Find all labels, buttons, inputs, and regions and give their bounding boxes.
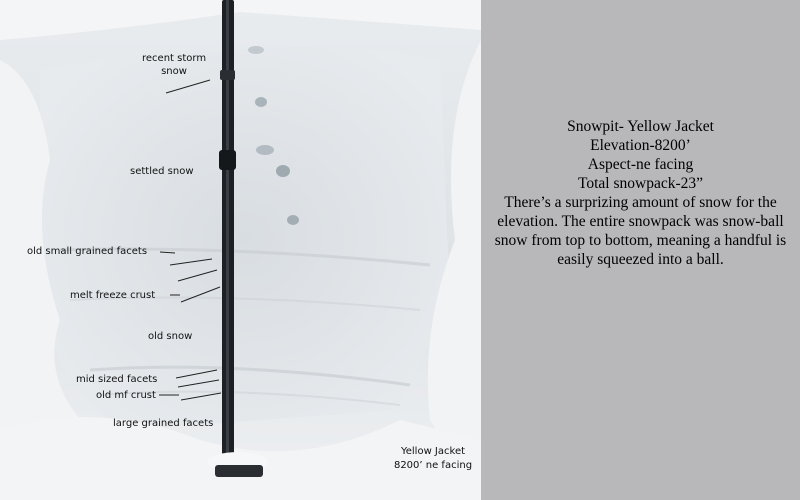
info-elevation: Elevation-8200’ [590, 137, 691, 154]
label-recent-storm-snow: recent storm snow [142, 53, 207, 77]
label-old-snow: old snow [148, 331, 193, 342]
label-settled-snow: settled snow [130, 166, 194, 177]
label-old-mf-crust: old mf crust [96, 390, 156, 401]
caption-elevation: 8200’ ne facing [393, 460, 473, 471]
label-mid-sized-facets: mid sized facets [76, 374, 158, 385]
caption-location: Yellow Jacket [400, 446, 466, 457]
info-total-snowpack: Total snowpack-23” [577, 175, 704, 192]
info-title: Snowpit- Yellow Jacket [567, 118, 714, 135]
photo-caption [378, 445, 481, 473]
label-melt-freeze-crust: melt freeze crust [70, 290, 156, 301]
info-text [481, 117, 800, 269]
info-panel [481, 0, 800, 500]
info-aspect: Aspect-ne facing [587, 156, 694, 173]
info-description: There’s a surprizing amount of snow for the elevation. The entire snowpack was snow-ball snow from top to bottom, meaning a handful is easily squeezed into a ball. [494, 194, 787, 268]
label-large-grained-facets: large grained facets [113, 418, 214, 429]
label-old-small-grained-facets: old small grained facets [27, 246, 148, 257]
